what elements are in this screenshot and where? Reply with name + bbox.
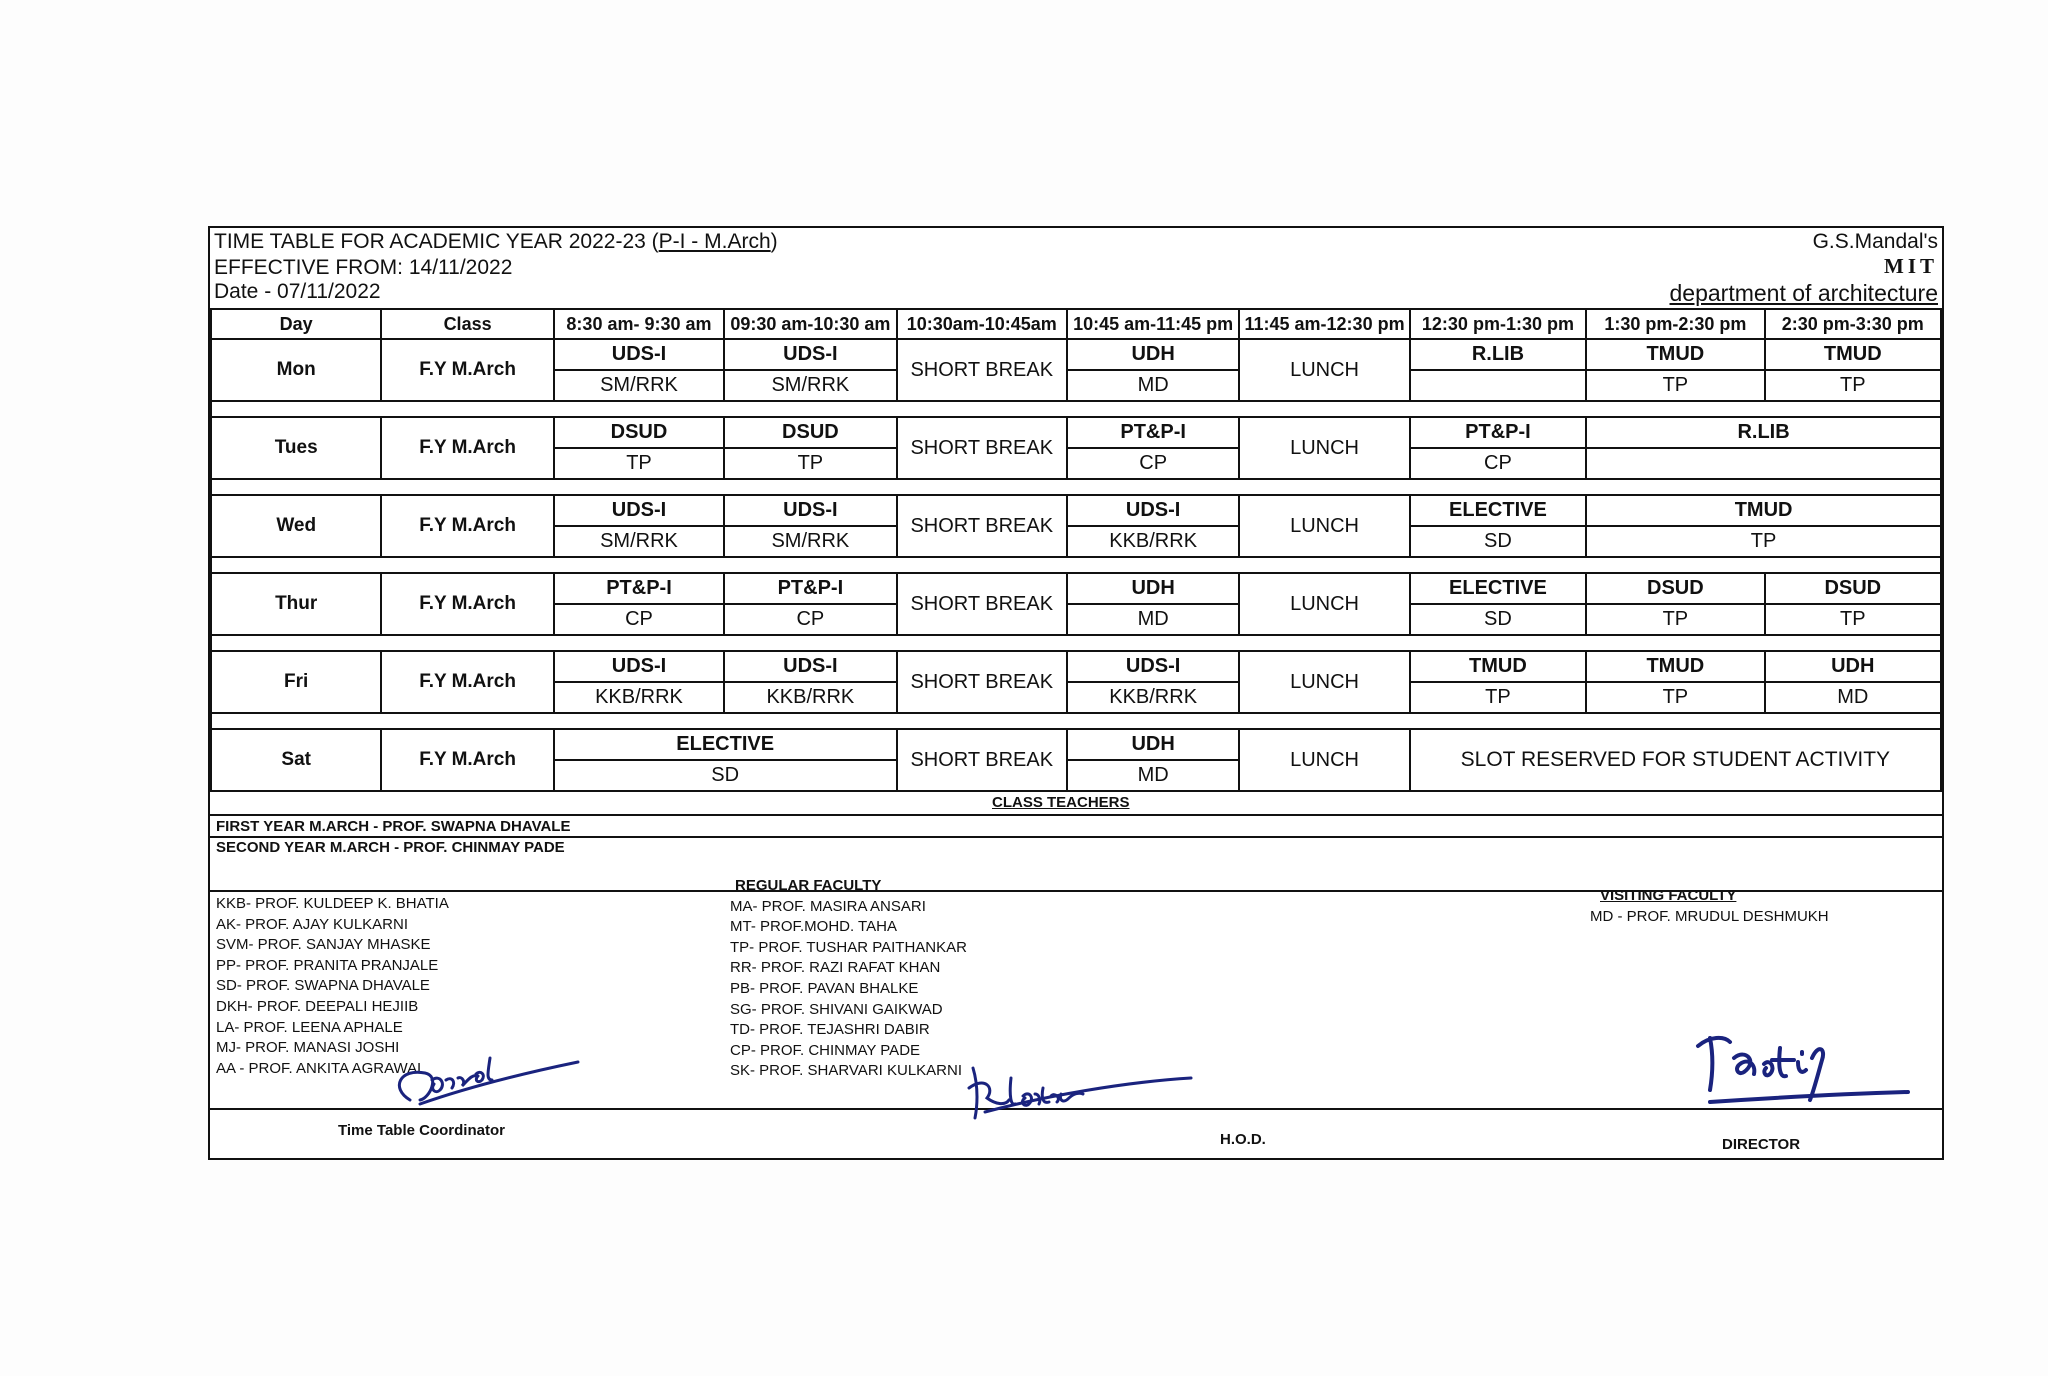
short-break-cell: SHORT BREAK — [897, 495, 1067, 557]
subject-cell: ELECTIVE — [554, 729, 897, 760]
faculty-item: MA- PROF. MASIRA ANSARI — [730, 897, 926, 915]
day-cell: Tues — [211, 417, 381, 479]
lunch-cell: LUNCH — [1239, 651, 1409, 713]
subject-cell: UDS-I — [554, 651, 724, 682]
faculty-item: MJ- PROF. MANASI JOSHI — [216, 1039, 400, 1057]
faculty-item: PB- PROF. PAVAN BHALKE — [730, 979, 919, 997]
col-slot-7: 1:30 pm-2:30 pm — [1586, 309, 1764, 339]
day-cell: Wed — [211, 495, 381, 557]
regular-faculty-title: REGULAR FACULTY — [735, 877, 882, 894]
header-row — [211, 309, 1941, 339]
faculty-item: DKH- PROF. DEEPALI HEJIIB — [216, 997, 419, 1015]
subject-cell: UDS-I — [554, 495, 724, 526]
subject-cell: UDH — [1765, 651, 1941, 682]
day-cell: Sat — [211, 729, 381, 791]
row-tue-subject — [211, 417, 1941, 448]
faculty-item: PP- PROF. PRANITA PRANJALE — [216, 956, 439, 974]
day-cell: Thur — [211, 573, 381, 635]
col-slot-4: 10:45 am-11:45 pm — [1067, 309, 1239, 339]
faculty-cell: SM/RRK — [554, 526, 724, 557]
row-mon-subject — [211, 339, 1941, 370]
short-break-cell: SHORT BREAK — [897, 339, 1067, 401]
visiting-faculty-title: VISITING FACULTY — [1600, 887, 1737, 904]
hod-label: H.O.D. — [1220, 1131, 1266, 1148]
divider — [210, 814, 1942, 816]
col-slot-8: 2:30 pm-3:30 pm — [1765, 309, 1941, 339]
lunch-cell: LUNCH — [1239, 339, 1409, 401]
subject-cell: UDS-I — [554, 339, 724, 370]
row-wed-subject — [211, 495, 1941, 526]
faculty-cell: TP — [1586, 370, 1764, 401]
day-cell: Mon — [211, 339, 381, 401]
short-break-cell: SHORT BREAK — [897, 729, 1067, 791]
faculty-item: SVM- PROF. SANJAY MHASKE — [216, 936, 431, 954]
faculty-item: TD- PROF. TEJASHRI DABIR — [730, 1021, 930, 1039]
subject-cell: UDS-I — [724, 651, 896, 682]
col-class: Class — [381, 309, 553, 339]
faculty-cell — [1410, 370, 1586, 401]
short-break-cell: SHORT BREAK — [897, 651, 1067, 713]
faculty-cell: CP — [554, 604, 724, 635]
class-cell: F.Y M.Arch — [381, 651, 553, 713]
subject-cell: DSUD — [724, 417, 896, 448]
day-cell: Fri — [211, 651, 381, 713]
class-teacher-second-year: SECOND YEAR M.ARCH - PROF. CHINMAY PADE — [216, 839, 565, 856]
effective-from: EFFECTIVE FROM: 14/11/2022 — [214, 256, 513, 279]
subject-cell: UDS-I — [1067, 651, 1239, 682]
faculty-cell: MD — [1067, 760, 1239, 791]
subject-cell: TMUD — [1586, 651, 1764, 682]
row-spacer — [211, 479, 1941, 495]
class-cell: F.Y M.Arch — [381, 495, 553, 557]
subject-cell: DSUD — [554, 417, 724, 448]
faculty-item: CP- PROF. CHINMAY PADE — [730, 1041, 921, 1059]
faculty-cell: SM/RRK — [724, 370, 896, 401]
row-sat-subject — [211, 729, 1941, 760]
lunch-cell: LUNCH — [1239, 573, 1409, 635]
subject-cell: TMUD — [1586, 339, 1764, 370]
row-fri-subject — [211, 651, 1941, 682]
director-label: DIRECTOR — [1722, 1136, 1801, 1153]
subject-cell: TMUD — [1410, 651, 1586, 682]
faculty-item: LA- PROF. LEENA APHALE — [216, 1018, 403, 1036]
faculty-cell: TP — [554, 448, 724, 479]
faculty-cell: TP — [724, 448, 896, 479]
timetable-sheet — [208, 226, 1944, 1160]
subject-cell: TMUD — [1765, 339, 1941, 370]
subject-cell: PT&P-I — [1410, 417, 1586, 448]
student-activity-cell: SLOT RESERVED FOR STUDENT ACTIVITY — [1410, 729, 1941, 791]
coordinator-label: Time Table Coordinator — [338, 1122, 505, 1139]
row-thu-subject — [211, 573, 1941, 604]
faculty-item: TP- PROF. TUSHAR PAITHANKAR — [730, 938, 967, 956]
subject-cell: UDS-I — [724, 495, 896, 526]
class-cell: F.Y M.Arch — [381, 339, 553, 401]
faculty-item: AK- PROF. AJAY KULKARNI — [216, 915, 409, 933]
class-teachers-title: CLASS TEACHERS — [992, 794, 1130, 811]
faculty-item: RR- PROF. RAZI RAFAT KHAN — [730, 959, 941, 977]
faculty-item: AA - PROF. ANKITA AGRAWAL — [216, 1059, 426, 1077]
col-slot-2: 09:30 am-10:30 am — [724, 309, 896, 339]
faculty-cell: TP — [1765, 370, 1941, 401]
faculty-cell: TP — [1765, 604, 1941, 635]
visiting-faculty — [1590, 886, 1829, 927]
subject-cell: UDH — [1067, 729, 1239, 760]
faculty-cell — [1586, 448, 1941, 479]
class-cell: F.Y M.Arch — [381, 729, 553, 791]
faculty-cell: MD — [1067, 370, 1239, 401]
faculty-cell: SM/RRK — [554, 370, 724, 401]
faculty-cell: KKB/RRK — [1067, 526, 1239, 557]
faculty-cell: MD — [1765, 682, 1941, 713]
director-signature — [1690, 1028, 1910, 1118]
faculty-cell: SD — [554, 760, 897, 791]
faculty-cell: TP — [1410, 682, 1586, 713]
faculty-item: SD- PROF. SWAPNA DHAVALE — [216, 977, 430, 995]
subject-cell: ELECTIVE — [1410, 495, 1586, 526]
row-spacer — [211, 713, 1941, 729]
lunch-cell: LUNCH — [1239, 495, 1409, 557]
class-cell: F.Y M.Arch — [381, 417, 553, 479]
timetable-header — [210, 228, 1942, 308]
faculty-cell: CP — [724, 604, 896, 635]
row-spacer — [211, 401, 1941, 417]
coordinator-signature — [380, 1028, 580, 1118]
faculty-item: MT- PROF.MOHD. TAHA — [730, 918, 897, 936]
lunch-cell: LUNCH — [1239, 417, 1409, 479]
subject-cell: ELECTIVE — [1410, 573, 1586, 604]
faculty-cell: SD — [1410, 604, 1586, 635]
institute-short: MIT — [1884, 254, 1938, 278]
faculty-cell: SD — [1410, 526, 1586, 557]
subject-cell: PT&P-I — [1067, 417, 1239, 448]
subject-cell: PT&P-I — [724, 573, 896, 604]
issue-date: Date - 07/11/2022 — [214, 280, 381, 303]
subject-cell: R.LIB — [1410, 339, 1586, 370]
faculty-item: MD - PROF. MRUDUL DESHMUKH — [1590, 907, 1829, 925]
faculty-item: SG- PROF. SHIVANI GAIKWAD — [730, 1000, 943, 1018]
subject-cell: UDS-I — [724, 339, 896, 370]
faculty-cell: MD — [1067, 604, 1239, 635]
hod-signature — [965, 1048, 1195, 1128]
col-slot-3: 10:30am-10:45am — [897, 309, 1067, 339]
subject-cell: R.LIB — [1586, 417, 1941, 448]
institution-name: G.S.Mandal's — [1812, 230, 1938, 253]
faculty-cell: CP — [1067, 448, 1239, 479]
faculty-item: KKB- PROF. KULDEEP K. BHATIA — [216, 895, 449, 912]
col-slot-5: 11:45 am-12:30 pm — [1239, 309, 1409, 339]
faculty-cell: CP — [1410, 448, 1586, 479]
faculty-cell: TP — [1586, 682, 1764, 713]
subject-cell: TMUD — [1586, 495, 1941, 526]
col-slot-1: 8:30 am- 9:30 am — [554, 309, 724, 339]
faculty-cell: KKB/RRK — [724, 682, 896, 713]
faculty-cell: TP — [1586, 604, 1764, 635]
subject-cell: PT&P-I — [554, 573, 724, 604]
col-day: Day — [211, 309, 381, 339]
col-slot-6: 12:30 pm-1:30 pm — [1410, 309, 1586, 339]
short-break-cell: SHORT BREAK — [897, 417, 1067, 479]
class-teacher-first-year: FIRST YEAR M.ARCH - PROF. SWAPNA DHAVALE — [216, 818, 571, 835]
lunch-cell: LUNCH — [1239, 729, 1409, 791]
short-break-cell: SHORT BREAK — [897, 573, 1067, 635]
faculty-cell: KKB/RRK — [1067, 682, 1239, 713]
department-name: department of architecture — [1669, 280, 1938, 306]
timetable-title: TIME TABLE FOR ACADEMIC YEAR 2022-23 (P-I - M.Arch) — [214, 230, 778, 253]
subject-cell: DSUD — [1765, 573, 1941, 604]
faculty-cell: SM/RRK — [724, 526, 896, 557]
faculty-item: SK- PROF. SHARVARI KULKARNI — [730, 1062, 963, 1080]
timetable-grid — [210, 308, 1942, 792]
subject-cell: UDS-I — [1067, 495, 1239, 526]
subject-cell: UDH — [1067, 339, 1239, 370]
row-spacer — [211, 557, 1941, 573]
subject-cell: DSUD — [1586, 573, 1764, 604]
faculty-cell: TP — [1586, 526, 1941, 557]
faculty-cell: KKB/RRK — [554, 682, 724, 713]
divider — [210, 836, 1942, 838]
subject-cell: UDH — [1067, 573, 1239, 604]
class-cell: F.Y M.Arch — [381, 573, 553, 635]
row-spacer — [211, 635, 1941, 651]
regular-faculty-right — [730, 876, 967, 1082]
